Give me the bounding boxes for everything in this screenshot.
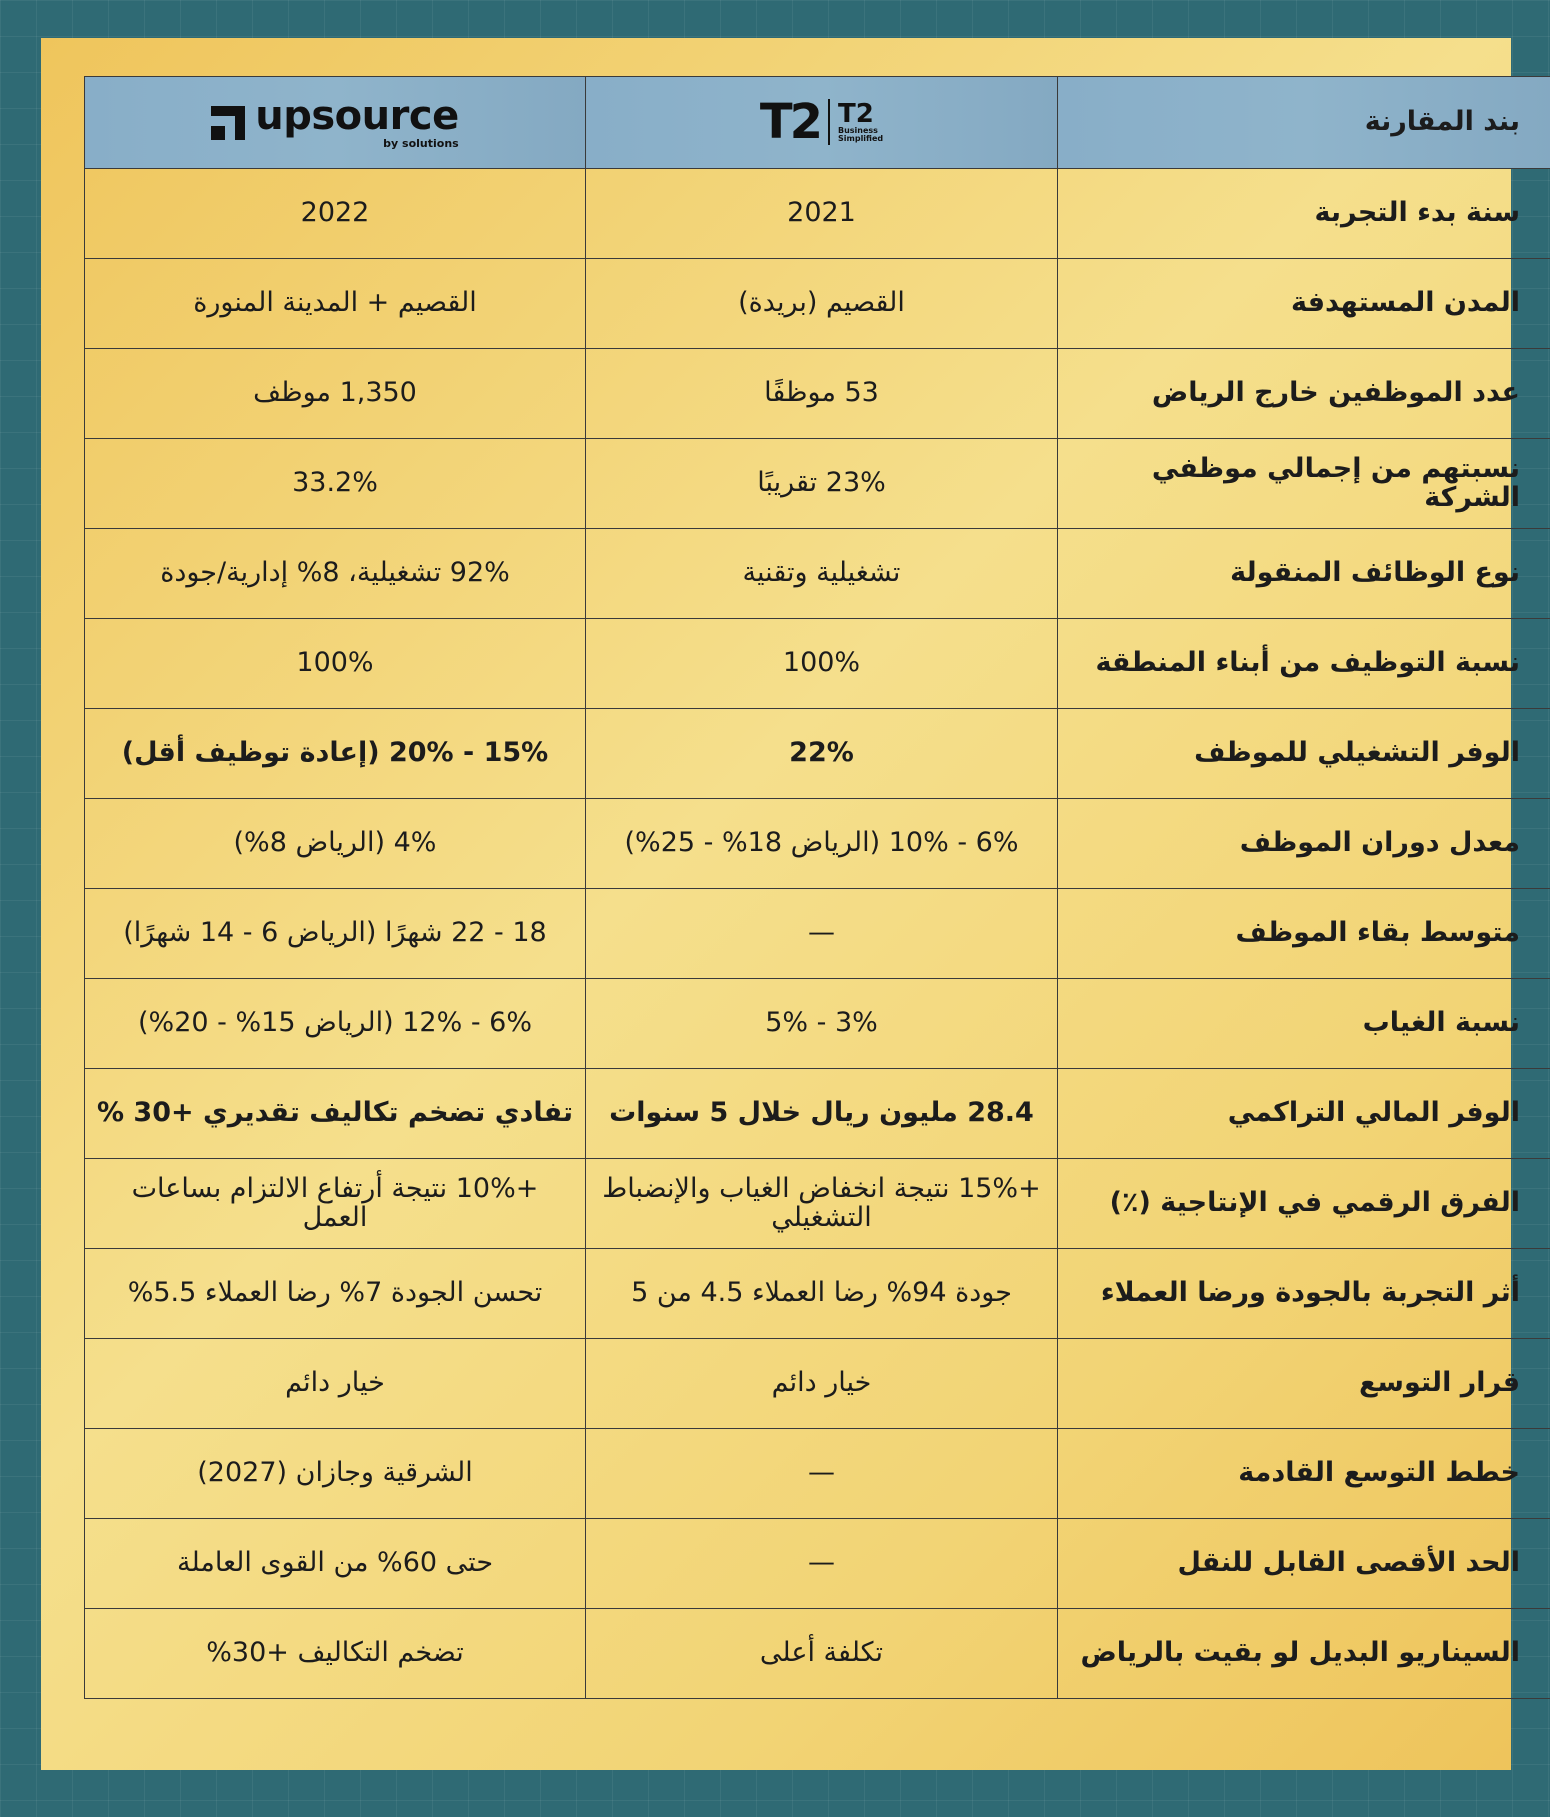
comparison-table bbox=[84, 76, 1550, 1699]
row-label: خطط التوسع القادمة bbox=[1058, 1429, 1550, 1519]
row-label: نسبتهم من إجمالي موظفي الشركة bbox=[1058, 439, 1550, 529]
t2-value: — bbox=[586, 1519, 1058, 1609]
upsource-logo-name: upsource bbox=[255, 93, 459, 139]
row-label: قرار التوسع bbox=[1058, 1339, 1550, 1429]
row-label: عدد الموظفين خارج الرياض bbox=[1058, 349, 1550, 439]
t2-logo-text bbox=[838, 101, 883, 143]
t2-value: 28.4 مليون ريال خلال 5 سنوات bbox=[586, 1069, 1058, 1159]
table-row bbox=[85, 259, 1550, 349]
row-label: السيناريو البديل لو بقيت بالرياض bbox=[1058, 1609, 1550, 1699]
row-label: الحد الأقصى القابل للنقل bbox=[1058, 1519, 1550, 1609]
upsource-value: تضخم التكاليف +30% bbox=[85, 1609, 586, 1699]
table-header-row bbox=[85, 77, 1550, 169]
t2-value: — bbox=[586, 1429, 1058, 1519]
upsource-value: تفادي تضخم تكاليف تقديري +30 % bbox=[85, 1069, 586, 1159]
t2-value: تكلفة أعلى bbox=[586, 1609, 1058, 1699]
table-row bbox=[85, 619, 1550, 709]
table-row bbox=[85, 1249, 1550, 1339]
t2-logo bbox=[759, 94, 884, 151]
t2-value: 53 موظفًا bbox=[586, 349, 1058, 439]
table-row bbox=[85, 1159, 1550, 1249]
upsource-value: 1,350 موظف bbox=[85, 349, 586, 439]
upsource-value: 18 - 22 شهرًا (الرياض 6 - 14 شهرًا) bbox=[85, 889, 586, 979]
t2-value: +15% نتيجة انخفاض الغياب والإنضباط التشغيلي bbox=[586, 1159, 1058, 1249]
table-row bbox=[85, 1429, 1550, 1519]
row-label: معدل دوران الموظف bbox=[1058, 799, 1550, 889]
table-row bbox=[85, 799, 1550, 889]
row-label: المدن المستهدفة bbox=[1058, 259, 1550, 349]
upsource-value: +10% نتيجة أرتفاع الالتزام بساعات العمل bbox=[85, 1159, 586, 1249]
t2-logo-name: T2 bbox=[838, 99, 874, 130]
upsource-value: حتى 60% من القوى العاملة bbox=[85, 1519, 586, 1609]
upsource-value: 92% تشغيلية، 8% إدارية/جودة bbox=[85, 529, 586, 619]
upsource-logo-text bbox=[255, 93, 459, 150]
table-row bbox=[85, 529, 1550, 619]
row-label: الفرق الرقمي في الإنتاجية (٪) bbox=[1058, 1159, 1550, 1249]
t2-value: تشغيلية وتقنية bbox=[586, 529, 1058, 619]
upsource-value: 6% - 12% (الرياض 15% - 20%) bbox=[85, 979, 586, 1069]
row-label: الوفر المالي التراكمي bbox=[1058, 1069, 1550, 1159]
row-label: نسبة التوظيف من أبناء المنطقة bbox=[1058, 619, 1550, 709]
row-label: نوع الوظائف المنقولة bbox=[1058, 529, 1550, 619]
table-row bbox=[85, 1519, 1550, 1609]
table-row bbox=[85, 889, 1550, 979]
table-row bbox=[85, 1069, 1550, 1159]
header-t2-cell bbox=[586, 77, 1058, 169]
t2-logo-tagline-2: Simplified bbox=[838, 134, 884, 144]
row-label: أثر التجربة بالجودة ورضا العملاء bbox=[1058, 1249, 1550, 1339]
table-row bbox=[85, 439, 1550, 529]
t2-value: 2021 bbox=[586, 169, 1058, 259]
row-label: متوسط بقاء الموظف bbox=[1058, 889, 1550, 979]
upsource-value: الشرقية وجازان (2027) bbox=[85, 1429, 586, 1519]
t2-value: 3% - 5% bbox=[586, 979, 1058, 1069]
upsource-value: تحسن الجودة 7% رضا العملاء 5.5% bbox=[85, 1249, 586, 1339]
row-label: سنة بدء التجربة bbox=[1058, 169, 1550, 259]
table-row bbox=[85, 349, 1550, 439]
table-row bbox=[85, 709, 1550, 799]
upsource-value: 33.2% bbox=[85, 439, 586, 529]
table-row bbox=[85, 1609, 1550, 1699]
t2-logo-divider bbox=[828, 99, 830, 145]
t2-logo-tagline-1: Business bbox=[838, 126, 878, 136]
t2-value: خيار دائم bbox=[586, 1339, 1058, 1429]
upsource-logo bbox=[211, 93, 459, 150]
comparison-card bbox=[41, 38, 1520, 1770]
upsource-value: 100% bbox=[85, 619, 586, 709]
upsource-value: 4% (الرياض 8%) bbox=[85, 799, 586, 889]
t2-value: 6% - 10% (الرياض 18% - 25%) bbox=[586, 799, 1058, 889]
upsource-value: 15% - 20% (إعادة توظيف أقل) bbox=[85, 709, 586, 799]
t2-value: — bbox=[586, 889, 1058, 979]
header-upsource-cell bbox=[85, 77, 586, 169]
t2-value: 22% bbox=[586, 709, 1058, 799]
upsource-value: خيار دائم bbox=[85, 1339, 586, 1429]
t2-value: 23% تقريبًا bbox=[586, 439, 1058, 529]
table-row bbox=[85, 169, 1550, 259]
upsource-value: 2022 bbox=[85, 169, 586, 259]
table-row bbox=[85, 1339, 1550, 1429]
row-label: الوفر التشغيلي للموظف bbox=[1058, 709, 1550, 799]
t2-value: 100% bbox=[586, 619, 1058, 709]
upsource-logo-tagline: by solutions bbox=[383, 137, 459, 150]
row-label: نسبة الغياب bbox=[1058, 979, 1550, 1069]
upsource-value: القصيم + المدينة المنورة bbox=[85, 259, 586, 349]
t2-value: جودة 94% رضا العملاء 4.5 من 5 bbox=[586, 1249, 1058, 1339]
table-row bbox=[85, 979, 1550, 1069]
t2-value: القصيم (بريدة) bbox=[586, 259, 1058, 349]
upsource-logo-icon bbox=[211, 106, 245, 140]
header-label-cell: بند المقارنة bbox=[1058, 77, 1550, 169]
t2-logo-mark: T2 bbox=[759, 94, 820, 151]
